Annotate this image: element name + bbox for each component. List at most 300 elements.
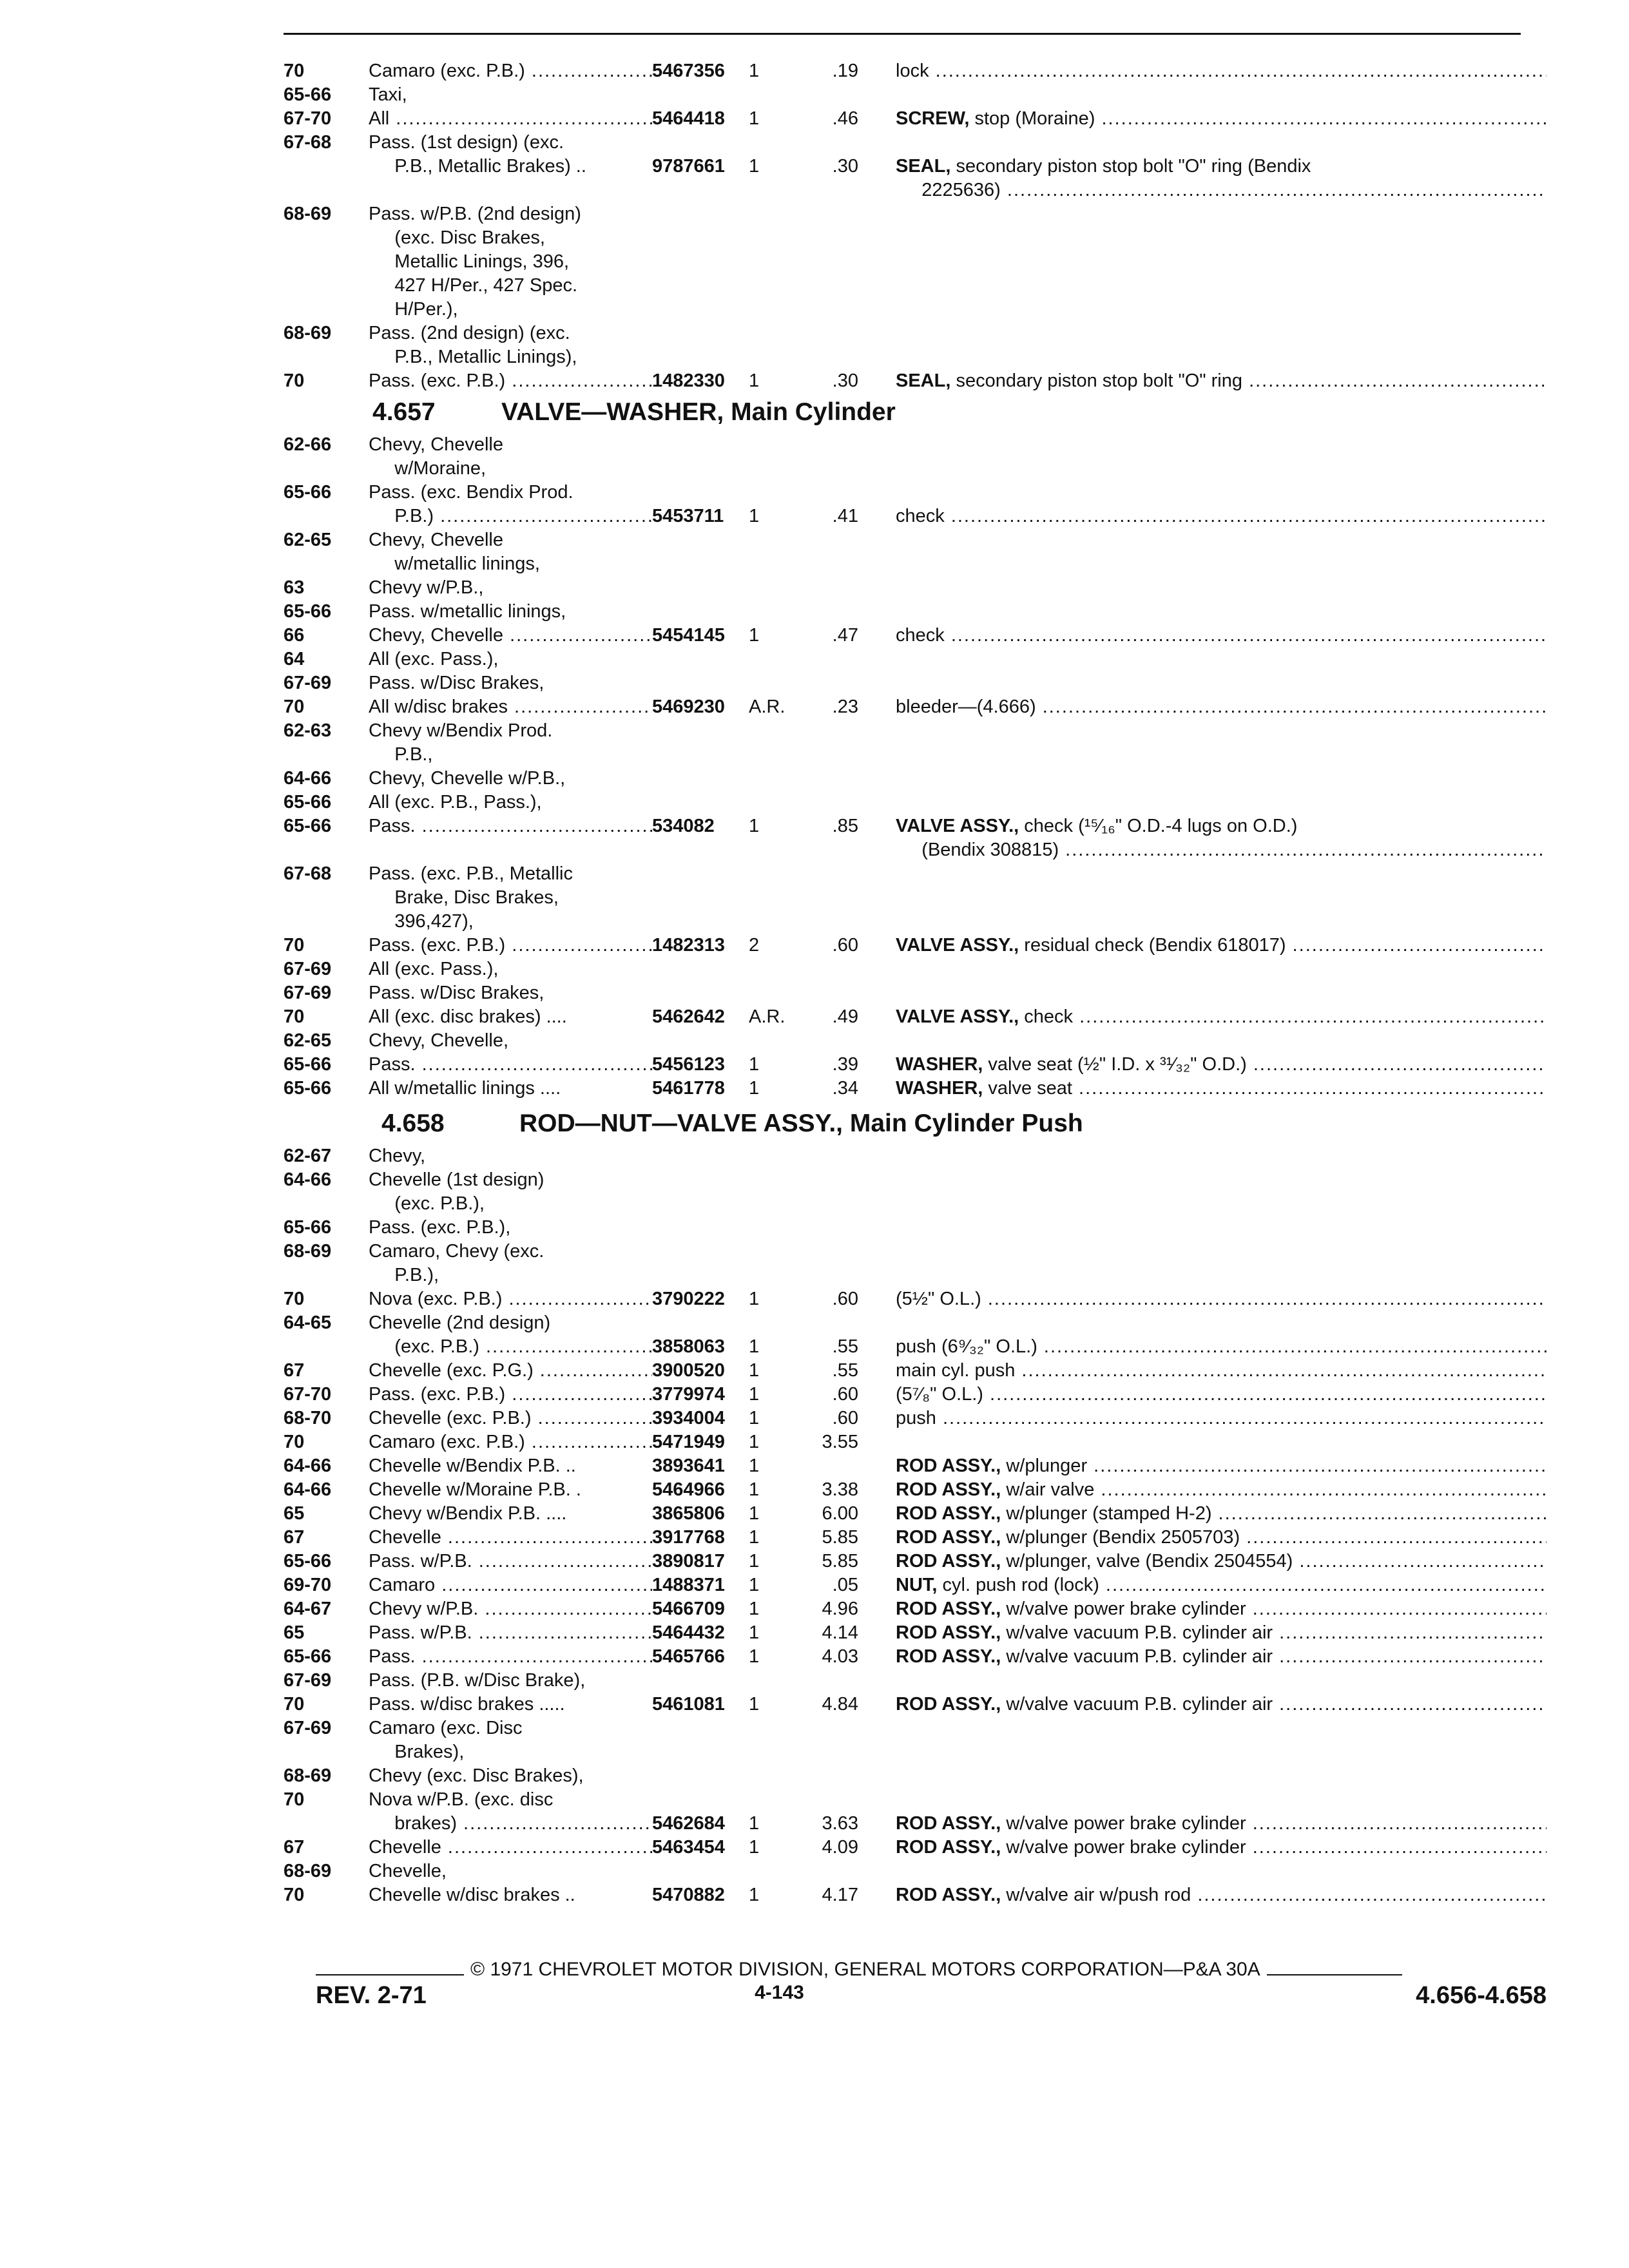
parts-row xyxy=(284,1216,1547,1240)
parts-row xyxy=(284,83,1547,107)
parts-row xyxy=(284,1029,1547,1053)
parts-row xyxy=(284,552,1547,576)
parts-row xyxy=(284,1311,1547,1335)
part-detail: w/plunger (stamped H-2) xyxy=(1001,1503,1212,1524)
section-4-658 xyxy=(284,1144,1547,1907)
parts-row xyxy=(284,1454,1547,1478)
model-application: Chevy w/Bendix Prod. xyxy=(369,720,553,741)
part-number: 3900520 xyxy=(652,1360,725,1381)
model-years: 67-69 xyxy=(284,959,332,979)
quantity: 1 xyxy=(749,1527,760,1548)
parts-row xyxy=(284,1192,1547,1216)
model-application: Chevy, Chevelle w/P.B., xyxy=(369,768,566,789)
parts-row xyxy=(284,1621,1547,1645)
part-description xyxy=(896,934,1547,957)
parts-row xyxy=(284,274,1547,298)
parts-row xyxy=(284,934,1547,957)
part-description xyxy=(896,1502,1547,1526)
part-description xyxy=(896,1883,1547,1907)
price: 4.14 xyxy=(822,1622,858,1643)
parts-row xyxy=(284,131,1547,155)
quantity: 1 xyxy=(749,1336,760,1357)
part-number: 3779974 xyxy=(652,1384,725,1405)
part-number: 5465766 xyxy=(652,1646,725,1667)
model-years: 65-66 xyxy=(284,1054,332,1075)
model-years: 62-67 xyxy=(284,1146,332,1166)
price: .39 xyxy=(832,1054,858,1075)
model-application: Chevy (exc. Disc Brakes), xyxy=(369,1765,584,1786)
model-years: 70 xyxy=(284,935,305,956)
part-number: 5470882 xyxy=(652,1885,725,1905)
part-detail: w/plunger, valve (Bendix 2504554) xyxy=(1001,1551,1293,1571)
part-detail: valve seat (½" I.D. x ³¹⁄₃₂" O.D.) xyxy=(983,1054,1247,1075)
part-number: 1488371 xyxy=(652,1575,725,1595)
part-description xyxy=(896,814,1547,838)
part-description xyxy=(896,1454,1547,1478)
quantity: A.R. xyxy=(749,1006,786,1027)
part-detail: w/valve power brake cylinder xyxy=(1001,1599,1246,1619)
model-application: Pass. ..... xyxy=(369,1645,652,1669)
price: .05 xyxy=(832,1575,858,1595)
parts-row xyxy=(284,1430,1547,1454)
price: 5.85 xyxy=(822,1551,858,1571)
model-application: brakes) ..... xyxy=(369,1812,652,1836)
parts-row xyxy=(284,1240,1547,1264)
model-application: P.B., xyxy=(369,744,433,765)
model-years: 67-69 xyxy=(284,673,332,693)
quantity: 2 xyxy=(749,935,760,956)
model-application: Pass. w/P.B. (2nd design) xyxy=(369,204,581,224)
section-number: 4.658 xyxy=(381,1110,445,1137)
model-years: 69-70 xyxy=(284,1575,332,1595)
model-application: All w/metallic linings .... xyxy=(369,1078,561,1099)
part-description xyxy=(896,1645,1547,1669)
parts-row xyxy=(284,178,1547,202)
parts-row xyxy=(284,1550,1547,1573)
price: .60 xyxy=(832,1384,858,1405)
model-application: Chevy w/P.B. ..... xyxy=(369,1597,652,1621)
footer-rule-right xyxy=(1267,1974,1402,1975)
parts-row xyxy=(284,1407,1547,1430)
part-description xyxy=(896,624,1547,648)
part-number: 3893641 xyxy=(652,1456,725,1476)
part-detail: stop (Moraine) xyxy=(969,108,1095,129)
price: .55 xyxy=(832,1360,858,1381)
model-years: 70 xyxy=(284,1694,305,1715)
part-number: 1482313 xyxy=(652,935,725,956)
price: 3.55 xyxy=(822,1432,858,1452)
part-number: 1482330 xyxy=(652,370,725,391)
model-years: 65-66 xyxy=(284,1217,332,1238)
parts-row xyxy=(284,838,1547,862)
parts-row xyxy=(284,322,1547,345)
quantity: 1 xyxy=(749,370,760,391)
parts-row xyxy=(284,202,1547,226)
part-description xyxy=(896,1812,1547,1836)
parts-row xyxy=(284,624,1547,648)
quantity: 1 xyxy=(749,1646,760,1667)
parts-row xyxy=(284,1716,1547,1740)
model-application: Camaro (exc. Disc xyxy=(369,1718,523,1738)
parts-row xyxy=(284,648,1547,671)
parts-row xyxy=(284,1788,1547,1812)
part-number: 5471949 xyxy=(652,1432,725,1452)
model-application: (exc. Disc Brakes, xyxy=(369,227,545,248)
model-years: 65 xyxy=(284,1503,305,1524)
part-description xyxy=(896,1287,1547,1311)
part-name: WASHER, xyxy=(896,1078,983,1099)
parts-row xyxy=(284,1693,1547,1716)
parts-row xyxy=(284,1883,1547,1907)
model-application: P.B., Metallic Brakes) .. xyxy=(369,156,586,177)
model-application: Chevy, xyxy=(369,1146,426,1166)
model-years: 65-66 xyxy=(284,482,332,503)
part-name: VALVE ASSY., xyxy=(896,935,1019,956)
parts-row xyxy=(284,369,1547,393)
model-years: 65-66 xyxy=(284,792,332,812)
part-detail: w/plunger xyxy=(1001,1456,1088,1476)
parts-row xyxy=(284,886,1547,910)
part-number: 3917768 xyxy=(652,1527,725,1548)
model-years: 65-66 xyxy=(284,84,332,105)
part-detail: cyl. push rod (lock) xyxy=(937,1575,1099,1595)
model-application: 396,427), xyxy=(369,911,474,932)
parts-row xyxy=(284,1764,1547,1788)
model-years: 67 xyxy=(284,1527,305,1548)
parts-row xyxy=(284,1144,1547,1168)
part-description xyxy=(896,1077,1547,1100)
price: 4.09 xyxy=(822,1837,858,1858)
part-detail: push (6⁹⁄₃₂" O.L.) xyxy=(896,1336,1037,1357)
model-application: Pass. (exc. P.B.) ..... xyxy=(369,369,652,393)
model-years: 62-66 xyxy=(284,434,332,455)
part-number: 5454145 xyxy=(652,625,725,646)
model-years: 65-66 xyxy=(284,1078,332,1099)
model-application: Pass. w/Disc Brakes, xyxy=(369,983,545,1003)
model-application: P.B.) ..... xyxy=(369,505,652,528)
part-number: 3890817 xyxy=(652,1551,725,1571)
part-number: 5469230 xyxy=(652,697,725,717)
parts-row xyxy=(284,1359,1547,1383)
parts-row xyxy=(284,576,1547,600)
model-years: 70 xyxy=(284,697,305,717)
model-years: 66 xyxy=(284,625,305,646)
model-application: Camaro (exc. P.B.) ..... xyxy=(369,1430,652,1454)
quantity: 1 xyxy=(749,1432,760,1452)
price: .23 xyxy=(832,697,858,717)
part-name: ROD ASSY., xyxy=(896,1813,1001,1834)
part-number: 3858063 xyxy=(652,1336,725,1357)
quantity: 1 xyxy=(749,1599,760,1619)
model-years: 67-69 xyxy=(284,983,332,1003)
part-description xyxy=(896,1053,1547,1077)
quantity: 1 xyxy=(749,1622,760,1643)
model-application: Pass. w/Disc Brakes, xyxy=(369,673,545,693)
part-detail: lock xyxy=(896,61,929,81)
model-years: 62-65 xyxy=(284,1030,332,1051)
part-description xyxy=(896,505,1547,528)
part-description xyxy=(896,1550,1547,1573)
part-name: SEAL, xyxy=(896,370,951,391)
price: 3.63 xyxy=(822,1813,858,1834)
section-title: VALVE—WASHER, Main Cylinder xyxy=(501,398,896,426)
part-detail: check (¹⁵⁄₁₆" O.D.-4 lugs on O.D.) xyxy=(1019,816,1298,836)
parts-row xyxy=(284,528,1547,552)
model-years: 65-66 xyxy=(284,601,332,622)
model-application: Pass. w/metallic linings, xyxy=(369,601,566,622)
parts-row xyxy=(284,862,1547,886)
part-detail: bleeder—(4.666) xyxy=(896,697,1036,717)
part-name: VALVE ASSY., xyxy=(896,1006,1019,1027)
parts-row xyxy=(284,743,1547,767)
footer-rule-left xyxy=(316,1974,464,1975)
model-application: P.B., Metallic Linings), xyxy=(369,347,577,367)
part-number: 3934004 xyxy=(652,1408,725,1428)
model-years: 68-69 xyxy=(284,1861,332,1881)
model-application: P.B.), xyxy=(369,1265,439,1285)
quantity: 1 xyxy=(749,1479,760,1500)
model-years: 64 xyxy=(284,649,305,669)
parts-row xyxy=(284,791,1547,814)
model-application: Pass. (exc. P.B.) ..... xyxy=(369,1383,652,1407)
model-application: Taxi, xyxy=(369,84,407,105)
model-application: Chevelle ..... xyxy=(369,1526,652,1550)
part-detail: w/valve vacuum P.B. cylinder air xyxy=(1001,1646,1273,1667)
model-application: Pass. (2nd design) (exc. xyxy=(369,323,570,343)
parts-row xyxy=(284,1645,1547,1669)
part-detail: w/valve air w/push rod xyxy=(1001,1885,1191,1905)
model-application: Chevy w/Bendix P.B. .... xyxy=(369,1503,567,1524)
model-application: Chevy, Chevelle xyxy=(369,434,504,455)
copyright-notice: © 1971 CHEVROLET MOTOR DIVISION, GENERAL MOTORS CORPORATION—P&A 30A xyxy=(470,1959,1260,1980)
section-4-656-continued xyxy=(284,59,1547,393)
parts-row xyxy=(284,1526,1547,1550)
part-detail: w/valve vacuum P.B. cylinder air xyxy=(1001,1694,1273,1715)
part-description xyxy=(896,155,1547,178)
revision-label: REV. 2-71 xyxy=(316,1982,427,2009)
model-years: 67-69 xyxy=(284,1670,332,1691)
parts-row xyxy=(284,910,1547,934)
quantity: 1 xyxy=(749,1551,760,1571)
part-name: ROD ASSY., xyxy=(896,1599,1001,1619)
part-number: 5463454 xyxy=(652,1837,725,1858)
model-application: All (exc. Pass.), xyxy=(369,649,499,669)
model-years: 70 xyxy=(284,1006,305,1027)
part-number: 9787661 xyxy=(652,156,725,177)
parts-row xyxy=(284,1264,1547,1287)
model-years: 68-69 xyxy=(284,1765,332,1786)
part-description xyxy=(896,1621,1547,1645)
price: 3.38 xyxy=(822,1479,858,1500)
quantity: 1 xyxy=(749,1813,760,1834)
model-application: Pass. (1st design) (exc. xyxy=(369,132,564,153)
part-detail: main cyl. push xyxy=(896,1360,1016,1381)
parts-row xyxy=(284,1836,1547,1860)
parts-row xyxy=(284,155,1547,178)
part-description xyxy=(896,1526,1547,1550)
part-detail: residual check (Bendix 618017) xyxy=(1019,935,1286,956)
part-description xyxy=(896,1383,1547,1407)
model-application: Pass. (P.B. w/Disc Brake), xyxy=(369,1670,586,1691)
model-years: 70 xyxy=(284,1789,305,1810)
part-name: ROD ASSY., xyxy=(896,1694,1001,1715)
part-description xyxy=(896,1005,1547,1029)
model-application: Camaro ..... xyxy=(369,1573,652,1597)
model-application: Pass. w/P.B. ..... xyxy=(369,1621,652,1645)
model-years: 70 xyxy=(284,61,305,81)
part-name: SCREW, xyxy=(896,108,970,129)
model-years: 64-66 xyxy=(284,1456,332,1476)
model-years: 62-65 xyxy=(284,530,332,550)
part-description xyxy=(896,369,1547,393)
model-application: Chevelle (2nd design) xyxy=(369,1312,551,1333)
parts-row xyxy=(284,1478,1547,1502)
section-title: ROD—NUT—VALVE ASSY., Main Cylinder Push xyxy=(519,1110,1083,1137)
parts-row xyxy=(284,814,1547,838)
model-years: 67 xyxy=(284,1837,305,1858)
model-application: Chevelle w/disc brakes .. xyxy=(369,1885,575,1905)
part-detail: valve seat xyxy=(983,1078,1072,1099)
model-application: Metallic Linings, 396, xyxy=(369,251,570,272)
model-years: 67-68 xyxy=(284,132,332,153)
model-application: Camaro, Chevy (exc. xyxy=(369,1241,545,1262)
part-detail: secondary piston stop bolt "O" ring xyxy=(950,370,1243,391)
quantity: 1 xyxy=(749,1384,760,1405)
parts-row xyxy=(284,957,1547,981)
model-years: 67 xyxy=(284,1360,305,1381)
model-years: 65-66 xyxy=(284,1646,332,1667)
part-name: WASHER, xyxy=(896,1054,983,1075)
part-description xyxy=(896,59,1547,83)
part-name: ROD ASSY., xyxy=(896,1527,1001,1548)
quantity: 1 xyxy=(749,61,760,81)
price: 4.17 xyxy=(822,1885,858,1905)
part-number: 5464966 xyxy=(652,1479,725,1500)
price: 4.84 xyxy=(822,1694,858,1715)
part-description xyxy=(896,838,1547,862)
part-name: SEAL, xyxy=(896,156,951,177)
model-application: Chevelle, xyxy=(369,1861,447,1881)
part-detail: secondary piston stop bolt "O" ring (Bendix xyxy=(950,156,1311,177)
quantity: 1 xyxy=(749,1503,760,1524)
parts-row xyxy=(284,1005,1547,1029)
model-application: Camaro (exc. P.B.) ..... xyxy=(369,59,652,83)
model-years: 63 xyxy=(284,577,305,598)
model-years: 65 xyxy=(284,1622,305,1643)
part-detail: w/air valve xyxy=(1001,1479,1095,1500)
top-rule xyxy=(284,33,1521,35)
section-heading-4-657 xyxy=(284,394,1547,430)
model-application: All (exc. Pass.), xyxy=(369,959,499,979)
model-application: Pass. (exc. P.B.), xyxy=(369,1217,511,1238)
model-years: 65-66 xyxy=(284,816,332,836)
model-years: 67-68 xyxy=(284,863,332,884)
part-name: ROD ASSY., xyxy=(896,1503,1001,1524)
model-application: Chevy w/P.B., xyxy=(369,577,484,598)
price: .34 xyxy=(832,1078,858,1099)
part-description xyxy=(896,1359,1547,1383)
part-description xyxy=(896,1478,1547,1502)
model-years: 68-69 xyxy=(284,204,332,224)
parts-row xyxy=(284,1053,1547,1077)
model-application: Pass. w/P.B. ..... xyxy=(369,1550,652,1573)
part-detail: w/plunger (Bendix 2505703) xyxy=(1001,1527,1240,1548)
model-application: Nova (exc. P.B.) ..... xyxy=(369,1287,652,1311)
price: .85 xyxy=(832,816,858,836)
model-application: 427 H/Per., 427 Spec. xyxy=(369,275,578,296)
price: .19 xyxy=(832,61,858,81)
parts-row xyxy=(284,1573,1547,1597)
quantity: 1 xyxy=(749,1408,760,1428)
section-range: 4.656-4.658 xyxy=(1416,1982,1547,2009)
parts-row xyxy=(284,345,1547,369)
model-years: 64-66 xyxy=(284,768,332,789)
quantity: 1 xyxy=(749,816,760,836)
model-application: (exc. P.B.) ..... xyxy=(369,1335,652,1359)
part-name: ROD ASSY., xyxy=(896,1837,1001,1858)
part-detail: w/valve power brake cylinder xyxy=(1001,1837,1246,1858)
part-description xyxy=(896,1597,1547,1621)
model-application: H/Per.), xyxy=(369,299,458,320)
quantity: 1 xyxy=(749,1837,760,1858)
parts-row xyxy=(284,981,1547,1005)
price: .49 xyxy=(832,1006,858,1027)
parts-row xyxy=(284,457,1547,481)
model-application: Chevelle (exc. P.G.) ..... xyxy=(369,1359,652,1383)
price: .30 xyxy=(832,370,858,391)
model-application: Chevelle ..... xyxy=(369,1836,652,1860)
parts-row xyxy=(284,250,1547,274)
part-description xyxy=(896,1573,1547,1597)
quantity: 1 xyxy=(749,1054,760,1075)
quantity: 1 xyxy=(749,1885,760,1905)
model-years: 67-70 xyxy=(284,1384,332,1405)
part-name: ROD ASSY., xyxy=(896,1885,1001,1905)
part-detail: 2225636) xyxy=(896,180,1001,200)
parts-row xyxy=(284,107,1547,131)
model-application: Brake, Disc Brakes, xyxy=(369,887,559,908)
model-years: 68-70 xyxy=(284,1408,332,1428)
model-application: Chevelle w/Moraine P.B. . xyxy=(369,1479,581,1500)
part-detail: (5⁷⁄₈" O.L.) xyxy=(896,1384,983,1405)
price: .60 xyxy=(832,1408,858,1428)
part-description xyxy=(896,695,1547,719)
model-application: (exc. P.B.), xyxy=(369,1193,485,1214)
quantity: 1 xyxy=(749,108,760,129)
quantity: 1 xyxy=(749,1456,760,1476)
part-number: 3865806 xyxy=(652,1503,725,1524)
model-years: 68-69 xyxy=(284,323,332,343)
model-application: w/Moraine, xyxy=(369,458,487,479)
model-application: Pass. (exc. Bendix Prod. xyxy=(369,482,574,503)
part-description xyxy=(896,178,1547,202)
parts-row xyxy=(284,767,1547,791)
part-detail: check xyxy=(1019,1006,1074,1027)
model-years: 70 xyxy=(284,1289,305,1309)
part-name: ROD ASSY., xyxy=(896,1456,1001,1476)
parts-row xyxy=(284,59,1547,83)
parts-row xyxy=(284,1077,1547,1100)
price: .46 xyxy=(832,108,858,129)
model-application: All ..... xyxy=(369,107,652,131)
part-name: ROD ASSY., xyxy=(896,1646,1001,1667)
parts-row xyxy=(284,695,1547,719)
model-years: 64-66 xyxy=(284,1479,332,1500)
parts-row xyxy=(284,1287,1547,1311)
price: 4.03 xyxy=(822,1646,858,1667)
parts-row xyxy=(284,1812,1547,1836)
model-application: Brakes), xyxy=(369,1742,465,1762)
